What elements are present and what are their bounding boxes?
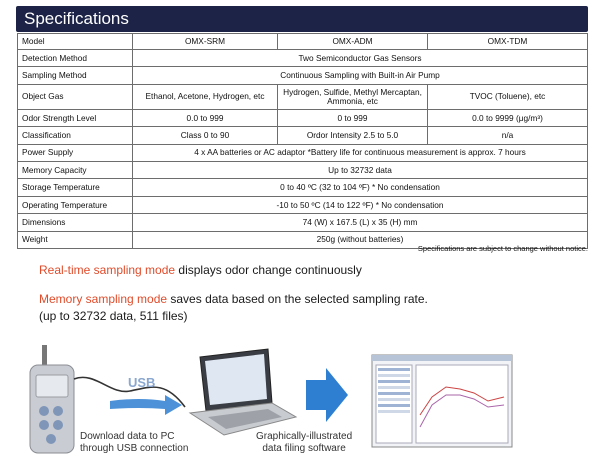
row-value: Hydrogen, Sulfide, Methyl Mercaptan, Ammonia, etc: [278, 84, 428, 109]
caption-software-line-1: Graphically-illustrated: [256, 431, 353, 442]
row-value: 74 (W) x 167.5 (L) x 35 (H) mm: [133, 214, 588, 231]
memory-mode-highlight: Memory sampling mode: [39, 292, 168, 306]
row-value: 0.0 to 999: [133, 109, 278, 126]
realtime-mode-text: displays odor change continuously: [175, 263, 362, 277]
row-label: Storage Temperature: [18, 179, 133, 196]
spec-notice: Specifications are subject to change without notice.: [417, 244, 588, 253]
column-header-adm: OMX-ADM: [278, 34, 428, 50]
column-header-tdm: OMX-TDM: [428, 34, 588, 50]
row-value: Class 0 to 90: [133, 127, 278, 144]
row-label: Power Supply: [18, 144, 133, 161]
spec-table: [17, 33, 588, 249]
caption-software-line-2: data filing software: [262, 443, 346, 454]
memory-mode-text: saves data based on the selected sampling rate.: [167, 292, 428, 306]
caption-download-line-2: through USB connection: [80, 443, 189, 454]
row-value: 0 to 999: [278, 109, 428, 126]
row-value: Ordor Intensity 2.5 to 5.0: [278, 127, 428, 144]
row-value: 250g (without batteries): [133, 231, 588, 248]
table-row: [18, 84, 588, 109]
row-label: Classification: [18, 127, 133, 144]
next-arrow-icon: [306, 368, 348, 422]
odor-meter-device-icon: [30, 345, 74, 453]
row-value: n/a: [428, 127, 588, 144]
realtime-mode-highlight: Real-time sampling mode: [39, 263, 176, 277]
row-label: Memory Capacity: [18, 161, 133, 178]
memory-mode-detail: (up to 32732 data, 511 files): [39, 309, 188, 323]
table-row: [18, 127, 588, 144]
row-value: Up to 32732 data: [133, 161, 588, 178]
row-value: 0 to 40 ºC (32 to 104 ºF) * No condensation: [133, 179, 588, 196]
column-header-srm: OMX-SRM: [133, 34, 278, 50]
row-label: Detection Method: [18, 50, 133, 67]
table-row: [18, 214, 588, 231]
row-label: Sampling Method: [18, 67, 133, 84]
table-row: [18, 196, 588, 213]
table-row: [18, 109, 588, 126]
usb-arrow-icon: [110, 395, 182, 415]
row-value: TVOC (Toluene), etc: [428, 84, 588, 109]
caption-download-line-1: Download data to PC: [80, 431, 175, 442]
realtime-mode-line: [39, 263, 362, 277]
page-title: Specifications: [16, 6, 588, 32]
row-value: -10 to 50 ºC (14 to 122 ºF) * No condensation: [133, 196, 588, 213]
row-label: Odor Strength Level: [18, 109, 133, 126]
table-row: [18, 50, 588, 67]
memory-mode-line: [39, 292, 428, 306]
caption-software: [256, 431, 352, 455]
laptop-icon: [190, 349, 296, 435]
row-label: Operating Temperature: [18, 196, 133, 213]
table-row: [18, 179, 588, 196]
software-screenshot-icon: [372, 355, 512, 447]
table-row: [18, 67, 588, 84]
row-label: Weight: [18, 231, 133, 248]
row-value: 0.0 to 9999 (μg/m³): [428, 109, 588, 126]
row-label: Dimensions: [18, 214, 133, 231]
row-value: 4 x AA batteries or AC adaptor *Battery life for continuous measurement is approx. 7 hours: [133, 144, 588, 161]
row-value: Ethanol, Acetone, Hydrogen, etc: [133, 84, 278, 109]
table-header-row: [18, 34, 588, 50]
table-row: [18, 144, 588, 161]
caption-download: [80, 431, 188, 455]
row-label: Object Gas: [18, 84, 133, 109]
column-header-model: Model: [18, 34, 133, 50]
table-row: [18, 161, 588, 178]
row-value: Two Semiconductor Gas Sensors: [133, 50, 588, 67]
usb-label: USB: [128, 375, 156, 390]
row-value: Continuous Sampling with Built-in Air Pump: [133, 67, 588, 84]
